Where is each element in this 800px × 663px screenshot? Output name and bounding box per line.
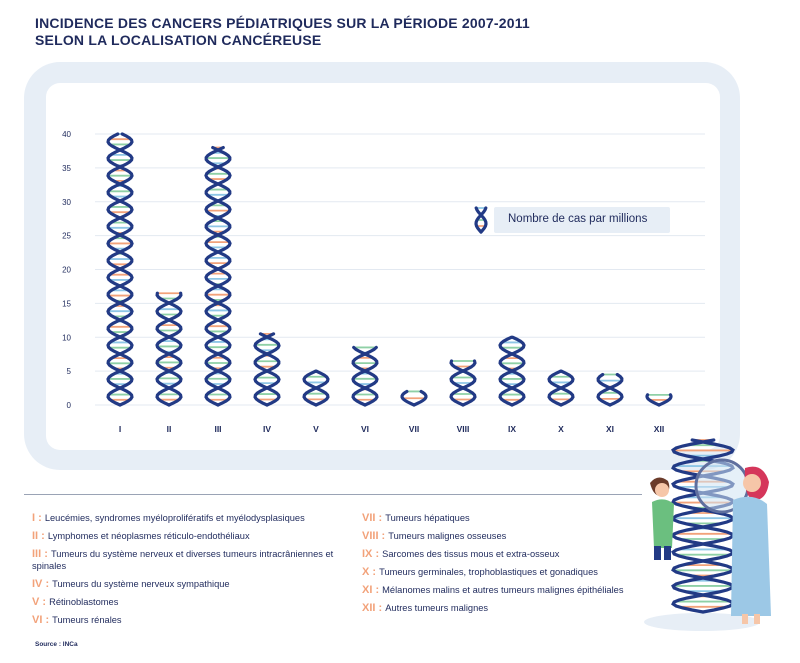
legend-item-text: Tumeurs rénales <box>52 615 122 625</box>
x-tick-X: X <box>558 424 564 434</box>
legend-item-num: VI : <box>32 614 53 626</box>
legend-dna-icon <box>476 208 486 232</box>
legend-item-text: Tumeurs du système nerveux et diverses tumeurs intracrâniennes et spinales <box>32 549 334 571</box>
legend-item-num: V : <box>32 596 50 608</box>
bar-X <box>549 371 573 405</box>
legend-item-text: Lymphomes et néoplasmes réticulo-endothéliaux <box>47 531 250 541</box>
legend-item-9 <box>362 548 662 560</box>
bar-V <box>304 371 328 405</box>
legend-item-4 <box>32 578 354 590</box>
category-legend-right <box>362 512 662 620</box>
bar-II <box>157 293 181 405</box>
y-tick-20: 20 <box>62 265 71 275</box>
scientists-illustration <box>644 440 771 631</box>
bar-IV <box>255 334 279 405</box>
y-tick-labels <box>62 130 71 410</box>
x-tick-VII: VII <box>408 424 420 434</box>
chart-title-line2: SELON LA LOCALISATION CANCÉREUSE <box>35 32 322 48</box>
legend-item-text: Autres tumeurs malignes <box>385 603 489 613</box>
chart-title-line1: INCIDENCE DES CANCERS PÉDIATRIQUES SUR LA PÉRIODE 2007-2011 <box>35 15 530 31</box>
x-tick-II: II <box>166 424 172 434</box>
y-tick-40: 40 <box>62 130 71 139</box>
legend-item-12 <box>362 602 662 614</box>
child-head-icon <box>655 483 669 497</box>
x-tick-IX: IX <box>507 424 517 434</box>
legend-item-num: VII : <box>362 512 386 524</box>
x-tick-III: III <box>214 424 222 434</box>
legend-item-1 <box>32 512 354 524</box>
legend-item-11 <box>362 584 662 596</box>
legend-item-num: I : <box>32 512 45 524</box>
legend-item-num: XII : <box>362 602 386 614</box>
legend-item-num: IV : <box>32 578 53 590</box>
legend-item-text: Tumeurs hépatiques <box>385 513 470 523</box>
legend-item-num: XI : <box>362 584 383 596</box>
legend-swatch-icon <box>476 208 486 232</box>
bar-III <box>206 148 230 405</box>
legend-item-num: IX : <box>362 548 383 560</box>
legend-item-2 <box>32 530 354 542</box>
y-tick-15: 15 <box>62 299 71 309</box>
legend-item-num: VIII : <box>362 530 389 542</box>
x-tick-I: I <box>118 424 122 434</box>
bar-XI <box>598 375 622 405</box>
legend-item-num: X : <box>362 566 380 578</box>
y-tick-0: 0 <box>66 401 71 410</box>
x-tick-XII: XII <box>653 424 665 434</box>
bar-XII <box>647 395 671 405</box>
scientist-coat-icon <box>731 497 771 616</box>
x-tick-VI: VI <box>360 424 370 434</box>
legend-item-10 <box>362 566 662 578</box>
legend-item-text: Rétinoblastomes <box>49 597 119 607</box>
category-legend-left <box>32 512 354 632</box>
legend-item-3 <box>32 548 354 572</box>
y-tick-35: 35 <box>62 163 71 173</box>
legend-item-text: Sarcomes des tissus mous et extra-osseux <box>382 549 560 559</box>
legend-separator <box>24 494 642 495</box>
x-tick-VIII: VIII <box>456 424 470 434</box>
legend-item-6 <box>32 614 354 626</box>
y-tick-25: 25 <box>62 231 71 241</box>
legend-item-7 <box>362 512 662 524</box>
x-tick-XI: XI <box>605 424 615 434</box>
scientist-head-icon <box>743 474 761 492</box>
bar-VIII <box>451 361 475 405</box>
x-tick-V: V <box>313 424 319 434</box>
x-tick-IV: IV <box>262 424 272 434</box>
bar-VI <box>353 347 377 405</box>
x-tick-labels <box>119 424 664 434</box>
legend-item-num: III : <box>32 548 51 560</box>
grid-lines <box>95 134 705 405</box>
legend-item-text: Tumeurs du système nerveux sympathique <box>52 579 230 589</box>
y-tick-5: 5 <box>66 367 71 377</box>
y-tick-30: 30 <box>62 197 71 207</box>
bar-VII <box>402 391 426 405</box>
legend-item-text: Leucémies, syndromes myéloprolifératifs et myélodysplasiques <box>44 513 305 523</box>
y-tick-10: 10 <box>62 333 71 343</box>
series-legend-label: Nombre de cas par millions <box>508 213 648 225</box>
legend-item-text: Mélanomes malins et autres tumeurs malignes épithéliales <box>382 585 624 595</box>
legend-item-text: Tumeurs germinales, trophoblastiques et gonadiques <box>379 567 598 577</box>
legend-item-text: Tumeurs malignes osseuses <box>388 531 507 541</box>
legend-item-5 <box>32 596 354 608</box>
legend-item-8 <box>362 530 662 542</box>
source-note: Source : INCa <box>35 641 78 648</box>
legend-item-num: II : <box>32 530 48 542</box>
